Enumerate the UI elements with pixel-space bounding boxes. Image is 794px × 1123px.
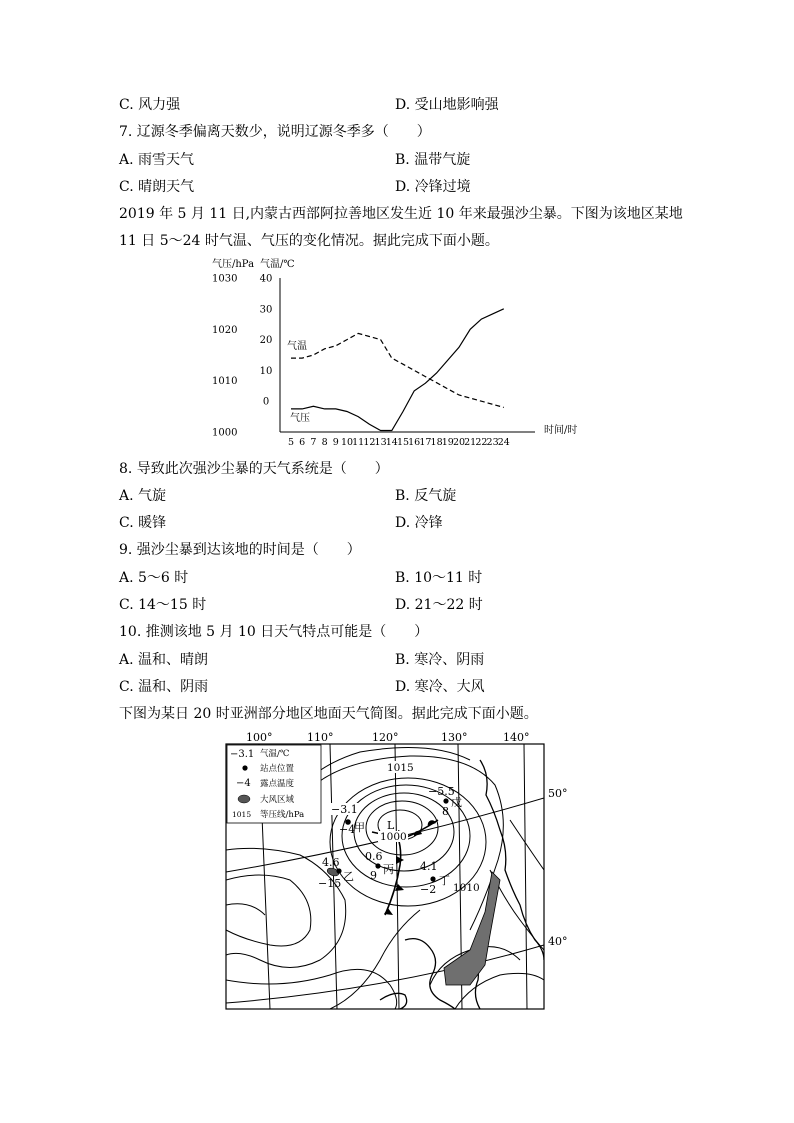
station-bing-dew: 9	[370, 869, 377, 882]
low-center-symbol: L	[387, 819, 395, 832]
station-bing-dot	[375, 863, 380, 868]
temp-pressure-chart	[205, 255, 600, 450]
q7-stem: 7. 辽源冬季偏离天数少，说明辽源冬季多（ ）	[119, 124, 431, 140]
legend-gale-label: 大风区域	[260, 795, 295, 805]
x-tick-label: 6	[299, 437, 306, 448]
station-wu-temp: −5.5	[428, 785, 455, 798]
x-tick-label: 11	[352, 437, 365, 448]
q9-option-d: D. 21～22 时	[395, 597, 483, 613]
lon-label-110: 110°	[307, 731, 334, 744]
q7-option-b: B. 温带气旋	[395, 152, 471, 168]
q8-stem: 8. 导致此次强沙尘暴的天气系统是（ ）	[119, 461, 389, 477]
q8-option-c: C. 暖锋	[119, 515, 167, 531]
x-tick-label: 20	[452, 437, 466, 448]
q8-option-a: A. 气旋	[119, 488, 167, 504]
q7-option-a: A. 雨雪天气	[119, 152, 195, 168]
q10-option-b: B. 寒冷、阴雨	[395, 652, 485, 668]
lon-label-120: 120°	[372, 731, 399, 744]
isobar-label-1010: 1010	[453, 882, 480, 894]
series-line-temperature	[291, 333, 504, 407]
y-left-tick-label: 1000	[212, 427, 238, 439]
series-line-pressure	[291, 309, 504, 431]
lon-label-140: 140°	[503, 731, 530, 744]
station-yi-dew: −15	[318, 877, 342, 890]
station-yi-dot	[336, 868, 341, 873]
x-tick-label: 23	[486, 437, 499, 448]
legend-station-label: 站点位置	[260, 764, 295, 774]
y-right-axis-label: 气温/℃	[260, 259, 295, 270]
y-left-axis-label: 气压/hPa	[212, 259, 255, 270]
station-yi-temp: 4.6	[322, 856, 340, 869]
x-tick-label: 7	[310, 437, 317, 448]
intro-paragraph-2: 下图为某日 20 时亚洲部分地区地面天气简图。据此完成下面小题。	[119, 706, 538, 722]
legend-isobar-sample: 1015	[232, 810, 252, 819]
y-right-tick-label: 30	[259, 304, 273, 316]
x-tick-label: 9	[332, 437, 339, 448]
y-left-tick-label: 1020	[212, 324, 238, 336]
q9-option-b: B. 10～11 时	[395, 570, 483, 586]
x-tick-label: 16	[408, 437, 421, 448]
x-tick-label: 14	[385, 437, 398, 448]
isobar-label-1000: 1000	[380, 831, 407, 843]
q6-option-d: D. 受山地影响强	[395, 97, 499, 113]
x-tick-label: 8	[321, 437, 328, 448]
legend-station-dot	[242, 765, 247, 770]
legend-gale-swatch	[238, 795, 250, 803]
station-jia-temp: −3.1	[331, 803, 358, 816]
lon-label-130: 130°	[441, 731, 468, 744]
x-tick-label: 18	[430, 437, 443, 448]
x-tick-label: 22	[475, 437, 488, 448]
station-ding-dew: −2	[420, 883, 437, 896]
legend-dew-label: 露点温度	[260, 779, 295, 789]
legend-isobar-label: 等压线/hPa	[260, 810, 305, 820]
q6-option-c: C. 风力强	[119, 97, 181, 113]
station-yi-name: 乙	[343, 870, 354, 883]
x-tick-label: 19	[441, 437, 454, 448]
q9-option-a: A. 5～6 时	[119, 570, 189, 586]
q10-option-c: C. 温和、阴雨	[119, 679, 209, 695]
weather-map	[220, 728, 580, 1013]
q7-option-c: C. 晴朗天气	[119, 179, 195, 195]
x-tick-label: 5	[287, 437, 295, 448]
x-tick-label: 12	[363, 437, 376, 448]
q9-option-c: C. 14～15 时	[119, 597, 207, 613]
station-ding-temp: 4.1	[420, 860, 438, 873]
station-wu-dew: 8	[442, 805, 449, 818]
legend-dew-sample: −4	[236, 778, 251, 789]
lat-label-50: 50°	[548, 787, 568, 800]
station-bing-temp: 0.6	[365, 850, 383, 863]
station-ding-name: 丁	[439, 874, 450, 887]
q10-option-d: D. 寒冷、大风	[395, 679, 485, 695]
y-left-tick-label: 1030	[212, 273, 238, 285]
q8-option-b: B. 反气旋	[395, 488, 457, 504]
x-axis-label: 时间/时	[544, 425, 578, 436]
q9-stem: 9. 强沙尘暴到达该地的时间是（ ）	[119, 542, 361, 558]
q10-option-a: A. 温和、晴朗	[119, 652, 209, 668]
y-right-tick-label: 40	[259, 273, 273, 285]
x-tick-label: 10	[340, 437, 354, 448]
x-tick-label: 13	[374, 437, 387, 448]
x-tick-label: 24	[497, 437, 510, 448]
lon-label-100: 100°	[246, 731, 273, 744]
x-tick-label: 15	[396, 437, 410, 448]
station-wu-name: 戊	[451, 796, 462, 809]
q7-option-d: D. 冷锋过境	[395, 179, 471, 195]
y-right-tick-label: 10	[259, 365, 273, 377]
station-jia-name: 甲	[354, 821, 365, 834]
station-ding-dot	[430, 876, 435, 881]
y-right-tick-label: 0	[262, 396, 270, 408]
station-jia-dew: −4	[339, 823, 356, 836]
station-bing-name: 丙	[383, 863, 394, 876]
y-left-tick-label: 1010	[212, 376, 238, 388]
x-tick-label: 21	[464, 437, 477, 448]
legend-temp-sample: −3.1	[230, 749, 255, 760]
station-wu-dot	[443, 798, 448, 803]
lat-label-40: 40°	[548, 935, 568, 948]
intro-paragraph-1: 2019 年 5 月 11 日,内蒙古西部阿拉善地区发生近 10 年来最强沙尘暴。下图为该地区某地 11 日 5～24 时气温、气压的变化情况。据此完成下面小题。	[119, 206, 683, 249]
legend-temp-label: 气温/℃	[260, 749, 290, 759]
series-label-pressure: 气压	[290, 413, 310, 424]
q8-option-d: D. 冷锋	[395, 515, 443, 531]
series-label-temperature: 气温	[287, 341, 307, 352]
isobar-label-1015: 1015	[387, 762, 414, 774]
y-right-tick-label: 20	[259, 335, 273, 347]
q10-stem: 10. 推测该地 5 月 10 日天气特点可能是（ ）	[119, 624, 429, 640]
x-tick-label: 17	[419, 437, 432, 448]
